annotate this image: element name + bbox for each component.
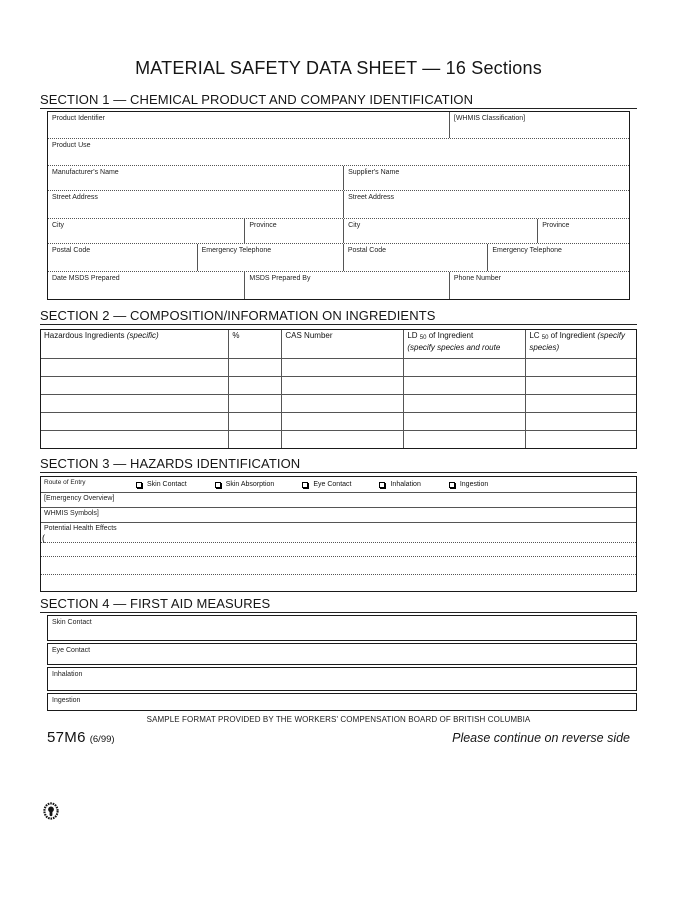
supplier-street-label: Street Address bbox=[348, 194, 395, 201]
supplier-city-field[interactable] bbox=[343, 219, 537, 243]
ingredient-cell[interactable] bbox=[281, 359, 403, 376]
ingredient-cell[interactable] bbox=[281, 431, 403, 448]
ingredient-row bbox=[41, 358, 636, 376]
col-hazardous-ingredients-text: Hazardous Ingredients bbox=[44, 331, 127, 340]
first-aid-skin-contact-label: Skin Contact bbox=[52, 619, 92, 626]
route-option-ingestion bbox=[449, 481, 488, 488]
supplier-postal-label: Postal Code bbox=[347, 247, 386, 254]
health-effects-writing-line[interactable] bbox=[41, 543, 636, 557]
col-hazardous-ingredients-italic: (specific) bbox=[126, 331, 159, 340]
paren-mark: ( bbox=[42, 533, 45, 543]
col-lc50-prefix: LC bbox=[529, 331, 542, 340]
ingredient-cell[interactable] bbox=[403, 395, 525, 412]
product-identifier-label: Product Identifier bbox=[52, 115, 105, 122]
phone-number-label: Phone Number bbox=[453, 275, 501, 282]
ingredient-cell[interactable] bbox=[228, 431, 281, 448]
route-option-skin-contact bbox=[136, 481, 187, 488]
section2-heading: SECTION 2 — COMPOSITION/INFORMATION ON INGREDIENTS bbox=[40, 308, 637, 325]
ingredient-cell[interactable] bbox=[281, 395, 403, 412]
s1-row-product-use bbox=[48, 138, 629, 165]
ingredient-cell[interactable] bbox=[281, 413, 403, 430]
emergency-overview-field[interactable] bbox=[41, 493, 636, 508]
product-use-field[interactable] bbox=[48, 139, 629, 165]
emergency-overview-label: [Emergency Overview] bbox=[44, 495, 115, 502]
ingredient-cell[interactable] bbox=[228, 377, 281, 394]
ingredient-row bbox=[41, 376, 636, 394]
supplier-postal-field[interactable] bbox=[343, 244, 488, 271]
s1-row-city bbox=[48, 218, 629, 243]
section4-heading: SECTION 4 — FIRST AID MEASURES bbox=[40, 596, 637, 613]
ingredient-cell[interactable] bbox=[525, 377, 636, 394]
checkbox-skin-absorption[interactable] bbox=[215, 482, 221, 488]
manufacturer-name-label: Manufacturer's Name bbox=[52, 169, 119, 176]
col-ld50-suffix: of Ingredient bbox=[426, 331, 474, 340]
first-aid-inhalation-field[interactable] bbox=[47, 667, 637, 691]
date-msds-prepared-label: Date MSDS Prepared bbox=[52, 275, 120, 282]
ingredient-cell[interactable] bbox=[228, 359, 281, 376]
route-option-label: Ingestion bbox=[459, 481, 489, 488]
ingredient-cell[interactable] bbox=[41, 413, 228, 430]
section4-boxes bbox=[47, 615, 637, 711]
whmis-classification-label: [WHMIS Classification] bbox=[453, 115, 526, 122]
ingredient-row bbox=[41, 430, 636, 448]
first-aid-ingestion-label: Ingestion bbox=[52, 697, 81, 704]
form-date: (6/99) bbox=[89, 734, 115, 745]
col-cas-number-text: CAS Number bbox=[285, 331, 333, 340]
route-option-label: Skin Contact bbox=[147, 481, 187, 488]
s1-row-prepared bbox=[48, 271, 629, 299]
col-lc50-suffix: of Ingredient bbox=[548, 331, 598, 340]
ingredient-cell[interactable] bbox=[403, 359, 525, 376]
supplier-street-field[interactable] bbox=[343, 191, 629, 218]
route-of-entry-row bbox=[41, 477, 636, 493]
checkbox-inhalation[interactable] bbox=[379, 482, 385, 488]
ingredient-cell[interactable] bbox=[228, 395, 281, 412]
whmis-classification-field[interactable] bbox=[449, 112, 629, 138]
col-percent-text: % bbox=[232, 331, 240, 340]
printers-union-bug-icon bbox=[43, 802, 59, 820]
manufacturer-city-field[interactable] bbox=[48, 219, 244, 243]
route-option-label: Eye Contact bbox=[313, 481, 352, 488]
first-aid-eye-contact-field[interactable] bbox=[47, 643, 637, 665]
ingredient-cell[interactable] bbox=[525, 431, 636, 448]
ingredient-row bbox=[41, 412, 636, 430]
section1-heading: SECTION 1 — CHEMICAL PRODUCT AND COMPANY IDENTIFICATION bbox=[40, 92, 637, 109]
s1-row-postal bbox=[48, 243, 629, 271]
sample-format-note: SAMPLE FORMAT PROVIDED BY THE WORKERS' COMPENSATION BOARD OF BRITISH COLUMBIA bbox=[146, 715, 531, 724]
route-option-inhalation bbox=[379, 481, 420, 488]
product-use-label: Product Use bbox=[52, 142, 91, 149]
s1-row-names bbox=[48, 165, 629, 190]
manufacturer-name-field[interactable] bbox=[48, 166, 343, 190]
manufacturer-postal-field[interactable] bbox=[48, 244, 197, 271]
ingredient-cell[interactable] bbox=[41, 395, 228, 412]
section1-box bbox=[47, 111, 630, 300]
checkbox-skin-contact[interactable] bbox=[136, 482, 142, 488]
ingredient-cell[interactable] bbox=[525, 395, 636, 412]
supplier-city-label: City bbox=[348, 222, 361, 229]
ingredient-cell[interactable] bbox=[525, 359, 636, 376]
route-of-entry-label: Route of Entry bbox=[44, 479, 86, 486]
date-msds-prepared-field[interactable] bbox=[48, 272, 244, 299]
col-lc50 bbox=[525, 330, 636, 358]
ingredient-row bbox=[41, 394, 636, 412]
section3-heading: SECTION 3 — HAZARDS IDENTIFICATION bbox=[40, 456, 637, 473]
checkbox-eye-contact[interactable] bbox=[302, 482, 308, 488]
section3-box bbox=[40, 476, 637, 592]
manufacturer-street-field[interactable] bbox=[48, 191, 343, 218]
first-aid-inhalation-label: Inhalation bbox=[52, 671, 83, 678]
ingredients-table bbox=[40, 329, 637, 449]
col-ld50-sub: 50 bbox=[419, 335, 427, 341]
route-option-label: Skin Absorption bbox=[225, 481, 275, 488]
whmis-symbols-field[interactable] bbox=[41, 508, 636, 523]
supplier-name-label: Supplier's Name bbox=[348, 169, 400, 176]
product-identifier-field[interactable] bbox=[48, 112, 449, 138]
health-effects-writing-line[interactable] bbox=[41, 557, 636, 575]
whmis-symbols-label: WHMIS Symbols] bbox=[44, 510, 99, 517]
col-lc50-sub: 50 bbox=[541, 335, 549, 341]
continue-reverse-note: Please continue on reverse side bbox=[452, 731, 630, 745]
msds-prepared-by-field[interactable] bbox=[244, 272, 449, 299]
supplier-province-field[interactable] bbox=[537, 219, 629, 243]
col-ld50-prefix: LD bbox=[407, 331, 420, 340]
ingredient-cell[interactable] bbox=[281, 377, 403, 394]
col-lc50-italic: (specify species) bbox=[529, 331, 625, 352]
ingredient-cell[interactable] bbox=[41, 431, 228, 448]
manufacturer-postal-label: Postal Code bbox=[52, 247, 91, 254]
ingredients-header-row bbox=[41, 330, 636, 358]
s1-row-street bbox=[48, 190, 629, 218]
supplier-emergency-phone-field[interactable] bbox=[487, 244, 629, 271]
manufacturer-province-label: Province bbox=[249, 222, 277, 229]
first-aid-skin-contact-field[interactable] bbox=[47, 615, 637, 641]
health-effects-writing-line[interactable] bbox=[41, 575, 636, 591]
route-option-label: Inhalation bbox=[390, 481, 421, 488]
manufacturer-city-label: City bbox=[52, 222, 65, 229]
manufacturer-province-field[interactable] bbox=[244, 219, 343, 243]
form-number bbox=[47, 729, 115, 747]
footer-row bbox=[40, 729, 637, 747]
first-aid-ingestion-field[interactable] bbox=[47, 693, 637, 711]
form-content bbox=[40, 0, 637, 747]
phone-number-field[interactable] bbox=[449, 272, 629, 299]
col-cas-number bbox=[281, 330, 403, 358]
potential-health-effects-label: Potential Health Effects bbox=[44, 525, 117, 532]
ingredient-cell[interactable] bbox=[41, 359, 228, 376]
ingredient-cell[interactable] bbox=[525, 413, 636, 430]
supplier-province-label: Province bbox=[542, 222, 570, 229]
first-aid-eye-contact-label: Eye Contact bbox=[52, 647, 91, 654]
s1-row-identifier bbox=[48, 112, 629, 138]
supplier-name-field[interactable] bbox=[343, 166, 629, 190]
manufacturer-emergency-phone-field[interactable] bbox=[197, 244, 343, 271]
col-hazardous-ingredients bbox=[41, 330, 228, 358]
ingredient-cell[interactable] bbox=[403, 377, 525, 394]
potential-health-effects-field[interactable] bbox=[41, 523, 636, 543]
ingredient-cell[interactable] bbox=[403, 413, 525, 430]
col-percent bbox=[228, 330, 281, 358]
manufacturer-emergency-phone-label: Emergency Telephone bbox=[201, 247, 272, 254]
ingredient-cell[interactable] bbox=[228, 413, 281, 430]
ingredient-cell[interactable] bbox=[403, 431, 525, 448]
msds-prepared-by-label: MSDS Prepared By bbox=[249, 275, 311, 282]
checkbox-ingestion[interactable] bbox=[449, 482, 455, 488]
col-ld50 bbox=[403, 330, 525, 358]
form-code: 57M6 bbox=[47, 729, 86, 746]
route-option-eye-contact bbox=[302, 481, 351, 488]
route-option-skin-absorption bbox=[215, 481, 275, 488]
manufacturer-street-label: Street Address bbox=[52, 194, 98, 201]
ingredient-cell[interactable] bbox=[41, 377, 228, 394]
col-ld50-italic: (specify species and route bbox=[407, 343, 501, 352]
supplier-emergency-phone-label: Emergency Telephone bbox=[492, 247, 562, 254]
document-title: MATERIAL SAFETY DATA SHEET — 16 Sections bbox=[135, 58, 542, 78]
